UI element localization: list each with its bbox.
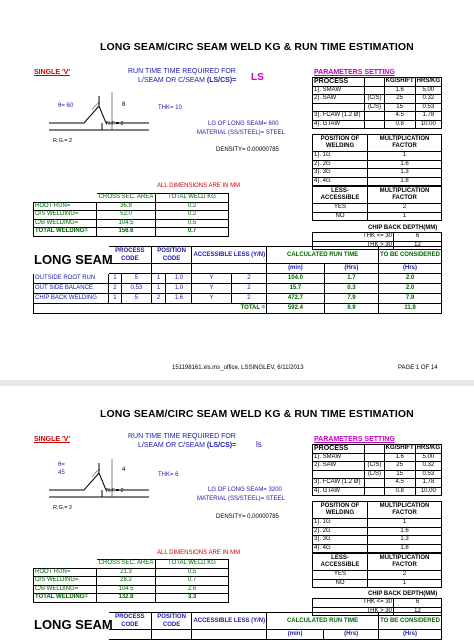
chip-back-table: THK <= 30 6 THK > 30 12 — [312, 232, 442, 250]
less-accessible-table: LESS-ACCESSIBLE MULTIPLICATION FACTOR YES 2 NO 1 — [312, 553, 442, 588]
chip-back-title: CHIP BACK DEPTH(MM) — [368, 591, 438, 597]
root-face-label: R.F.= 2 — [106, 488, 124, 494]
root-gap-label: R.G.= 2 — [53, 505, 73, 511]
params-title: PARAMETERS SETTING — [314, 69, 395, 76]
dimensions-note: ALL DIMENSIONS ARE IN MM — [157, 550, 241, 556]
run-prompt-line2: L/SEAM OR C/SEAM (LS/CS)= — [138, 442, 237, 449]
run-prompt-line1: RUN TIME TIME REQUIRED FOR — [128, 68, 236, 75]
position-factor-table: POSITION OF WELDING MULTIPLICATION FACTOR 1). 1G 1 2). 2G 1.6 3). 3G 1.3 4). 4G 1.8 — [312, 134, 442, 186]
page-separator — [0, 380, 474, 386]
angle-value: 45 — [58, 470, 65, 476]
angle-label: θ= 60 — [58, 103, 74, 109]
less-accessible-table: LESS-ACCESSIBLE MULTIPLICATION FACTOR YES 2 NO 1 — [312, 186, 442, 221]
dimensions-note: ALL DIMENSIONS ARE IN MM — [157, 183, 241, 189]
joint-type-label: SINGLE 'V' — [34, 69, 71, 76]
long-seam-length: LG OF LONG SEAM= 3200 — [208, 487, 282, 493]
page-title: LONG SEAM/CIRC SEAM WELD KG & RUN TIME ESTIMATION — [100, 41, 414, 53]
density-line: DENSITY= 0.00000785 — [216, 147, 279, 153]
density-line: DENSITY= 0.00000785 — [216, 514, 279, 520]
root-face-label: R.F.= 2 — [106, 121, 124, 127]
height-label: 8 — [122, 102, 126, 108]
run-prompt-line2: L/SEAM OR C/SEAM (LS/CS)= — [138, 77, 237, 84]
angle-label: θ= — [58, 462, 65, 468]
cross-section-table: CROSS SEC. AREA TOTAL WELD KG ROOT RUN= 21.3 0.5 O/S WELDING= 28.2 0.7 C/B WELDING= 104.5 2.6 TOTAL WELDING= 132.8 3.3 — [33, 559, 229, 603]
page-title: LONG SEAM/CIRC SEAM WELD KG & RUN TIME ESTIMATION — [100, 408, 414, 420]
thickness-label: THK= 6 — [158, 472, 179, 478]
cross-section-table: CROSS SEC. AREA TOTAL WELD KG ROOT RUN= 36.8 0.2 O/S WELDING= 52.0 0.2 C/B WELDING= 104.5 0.5 TOTAL WELDING= 156.6 0.7 — [33, 193, 229, 237]
params-table: PROCESS KG/SHIFT HRS/KG 1). SMAW 1.6 5.00 2). SAW (C/S) 25 0.32 (L/S) 15 0.53 3). FCAW (1.2 Ø) 4.5 1.78 4). GTAW 0.8 10.00 — [314, 78, 440, 127]
run-section-title: LONG SEAM — [34, 617, 113, 632]
root-gap-label: R.G.= 2 — [53, 138, 73, 144]
run-value[interactable]: LS — [251, 72, 264, 83]
run-time-table: PROCESS CODE POSITION CODE ACCESSIBLE LESS (Y/N) CALCULATED RUN TIME TO BE CONSIDERED (min) (Hrs) (Hrs) — [33, 612, 442, 640]
footer-file: 151198161.xls.ms_office, LSSINGLEV, 6/11/2013 — [172, 365, 304, 371]
chip-back-title: CHIP BACK DEPTH(MM) — [368, 225, 438, 231]
run-section-title: LONG SEAM — [34, 252, 113, 267]
long-seam-length: LG OF LONG SEAM= 600 — [208, 121, 279, 127]
material-line: MATERIAL (SS/STEEL)= STEEL — [197, 496, 285, 502]
run-prompt-line1: RUN TIME TIME REQUIRED FOR — [128, 433, 236, 440]
run-time-table: PROCESS CODE POSITION CODE ACCESSIBLE LESS (Y/N) CALCULATED RUN TIME TO BE CONSIDERED (min) (Hrs) (Hrs) OUTSIDE ROOT RUN 1 5 1 1.0 Y 2 104.0 1.7 2.0 OUT SIDE BALANCE 2 0.53 1 1.0 Y 2 15.7 0.3 2.0 CHIP BACK WELDING 1 5 2 1.6 Y 2 472.7 7.9 7.9 TOTAL = 592.4 9.9 11.9 — [33, 246, 442, 314]
chip-back-table: THK <= 30 6 THK > 30 12 — [312, 598, 442, 616]
run-value[interactable]: ls — [256, 440, 262, 449]
params-title: PARAMETERS SETTING — [314, 436, 395, 443]
height-label: 4 — [122, 467, 126, 473]
position-factor-table: POSITION OF WELDING MULTIPLICATION FACTOR 1). 1G 1 2). 2G 1.6 3). 3G 1.3 4). 4G 1.8 — [312, 501, 442, 553]
joint-type-label: SINGLE 'V' — [34, 436, 71, 443]
thickness-label: THK= 10 — [158, 105, 182, 111]
material-line: MATERIAL (SS/STEEL)= STEEL — [197, 130, 285, 136]
footer-page: PAGE 1 OF 14 — [398, 365, 438, 371]
params-table: PROCESS KG/SHIFT HRS/KG 1). SMAW 1.6 5.00 2). SAW (C/S) 25 0.32 (L/S) 15 0.53 3). FCAW (1.2 Ø) 4.5 1.78 4). GTAW 0.8 10.00 — [314, 445, 440, 494]
